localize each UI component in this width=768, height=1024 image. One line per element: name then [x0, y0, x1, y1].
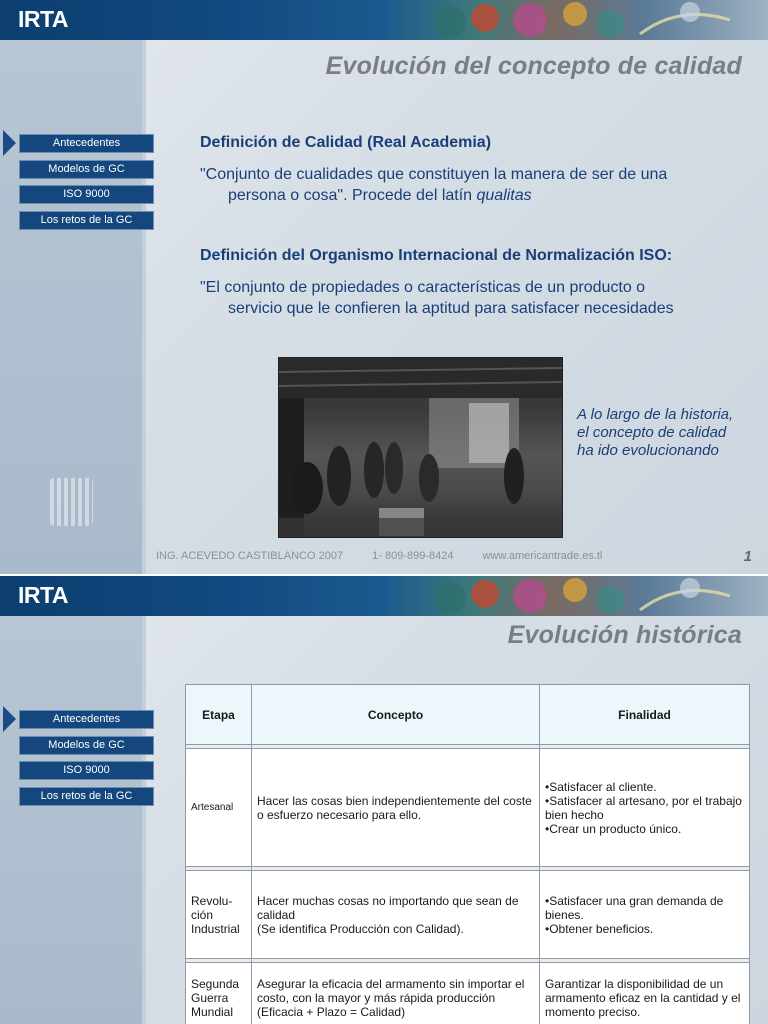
- photo-caption: A lo largo de la historia, el concepto de calidad ha ido evolucionando: [577, 406, 734, 459]
- definition-heading-rae: Definición de Calidad (Real Academia): [200, 134, 492, 151]
- government-seal-icon: [50, 478, 93, 526]
- cell-finalidad: Garantizar la disponibilidad de un armamento eficaz en la cantidad y el momento preciso.: [540, 963, 750, 1024]
- nav-iso-9000[interactable]: ISO 9000: [19, 185, 154, 204]
- definition-heading-iso: Definición del Organismo Internacional de Normalización ISO:: [200, 247, 673, 264]
- quote-line: servicio que le confieren la aptitud para satisfacer necesidades: [228, 300, 674, 317]
- column-header-concepto: Concepto: [252, 685, 540, 745]
- nav-modelos-gc[interactable]: Modelos de GC: [19, 736, 154, 755]
- cell-concepto: [252, 871, 540, 959]
- cell-concepto: Asegurar la eficacia del armamento sin importar el costo, con la mayor y más rápida producción (Eficacia + Plazo = Calidad): [252, 963, 540, 1024]
- historical-evolution-table: [185, 684, 750, 1024]
- nav-iso-9000[interactable]: ISO 9000: [19, 761, 154, 780]
- quote-line: "El conjunto de propiedades o características de un producto o: [200, 279, 646, 296]
- nav-retos-gc[interactable]: Los retos de la GC: [19, 211, 154, 230]
- table-header-row: [186, 685, 750, 745]
- finalidad-item: •Satisfacer al cliente.: [545, 779, 657, 794]
- cell-etapa: Segunda Guerra Mundial: [186, 963, 252, 1024]
- slide-title: Evolución histórica: [507, 621, 742, 649]
- quote-italic: qualitas: [476, 187, 532, 204]
- nav-modelos-gc[interactable]: Modelos de GC: [19, 160, 154, 179]
- quote-text: persona o cosa". Procede del latín: [228, 187, 477, 204]
- cell-etapa: Revolu-ción Industrial: [186, 871, 252, 959]
- irta-logo: IRTA: [18, 582, 68, 608]
- sidebar: [0, 616, 142, 1024]
- slide-footer: [156, 550, 628, 562]
- finalidad-item: •Crear un producto único.: [545, 821, 682, 836]
- nav-antecedentes[interactable]: Antecedentes: [19, 134, 154, 153]
- finalidad-item: •Obtener beneficios.: [545, 921, 654, 936]
- nav-retos-gc[interactable]: Los retos de la GC: [19, 787, 154, 806]
- historical-workshop-photo: [278, 357, 563, 538]
- cell-finalidad: [540, 749, 750, 867]
- cell-finalidad: [540, 871, 750, 959]
- quote-line: [200, 185, 740, 206]
- table-row: [186, 749, 750, 867]
- header-banner: [0, 0, 768, 40]
- active-nav-arrow-icon: [3, 130, 16, 156]
- finalidad-item: •Satisfacer una gran demanda de bienes.: [545, 893, 724, 922]
- definition-quote-rae: [200, 164, 740, 206]
- concepto-line: Hacer muchas cosas no importando que sean de calidad: [257, 893, 519, 922]
- column-header-finalidad: Finalidad: [540, 685, 750, 745]
- footer-phone: 1- 809-899-8424: [372, 550, 454, 562]
- concepto-line: (Se identifica Producción con Calidad).: [257, 921, 464, 936]
- definition-quote-iso: [200, 277, 740, 319]
- footer-url: www.americantrade.es.tl: [482, 550, 603, 562]
- finalidad-item: •Satisfacer al artesano, por el trabajo bien hecho: [545, 793, 742, 822]
- cell-concepto: Hacer las cosas bien independientemente del coste o esfuerzo necesario para ello.: [252, 749, 540, 867]
- header-banner: [0, 576, 768, 616]
- quote-line: "Conjunto de cualidades que constituyen la manera de ser de una: [200, 166, 668, 183]
- table-row: [186, 963, 750, 1024]
- footer-author: ING. ACEVEDO CASTIBLANCO 2007: [156, 550, 344, 562]
- banner-decoration: [390, 0, 768, 40]
- irta-logo: IRTA: [18, 6, 68, 32]
- slide-title: Evolución del concepto de calidad: [325, 52, 742, 80]
- page-number: 1: [743, 548, 752, 565]
- table-row: [186, 871, 750, 959]
- workshop-photo-drawing: [279, 358, 563, 538]
- column-header-etapa: Etapa: [186, 685, 252, 745]
- banner-decoration: [390, 576, 768, 616]
- sidebar-divider: [142, 40, 146, 574]
- cell-etapa: Artesanal: [186, 749, 252, 867]
- active-nav-arrow-icon: [3, 706, 16, 732]
- sidebar-divider: [142, 616, 146, 1024]
- nav-antecedentes[interactable]: Antecedentes: [19, 710, 154, 729]
